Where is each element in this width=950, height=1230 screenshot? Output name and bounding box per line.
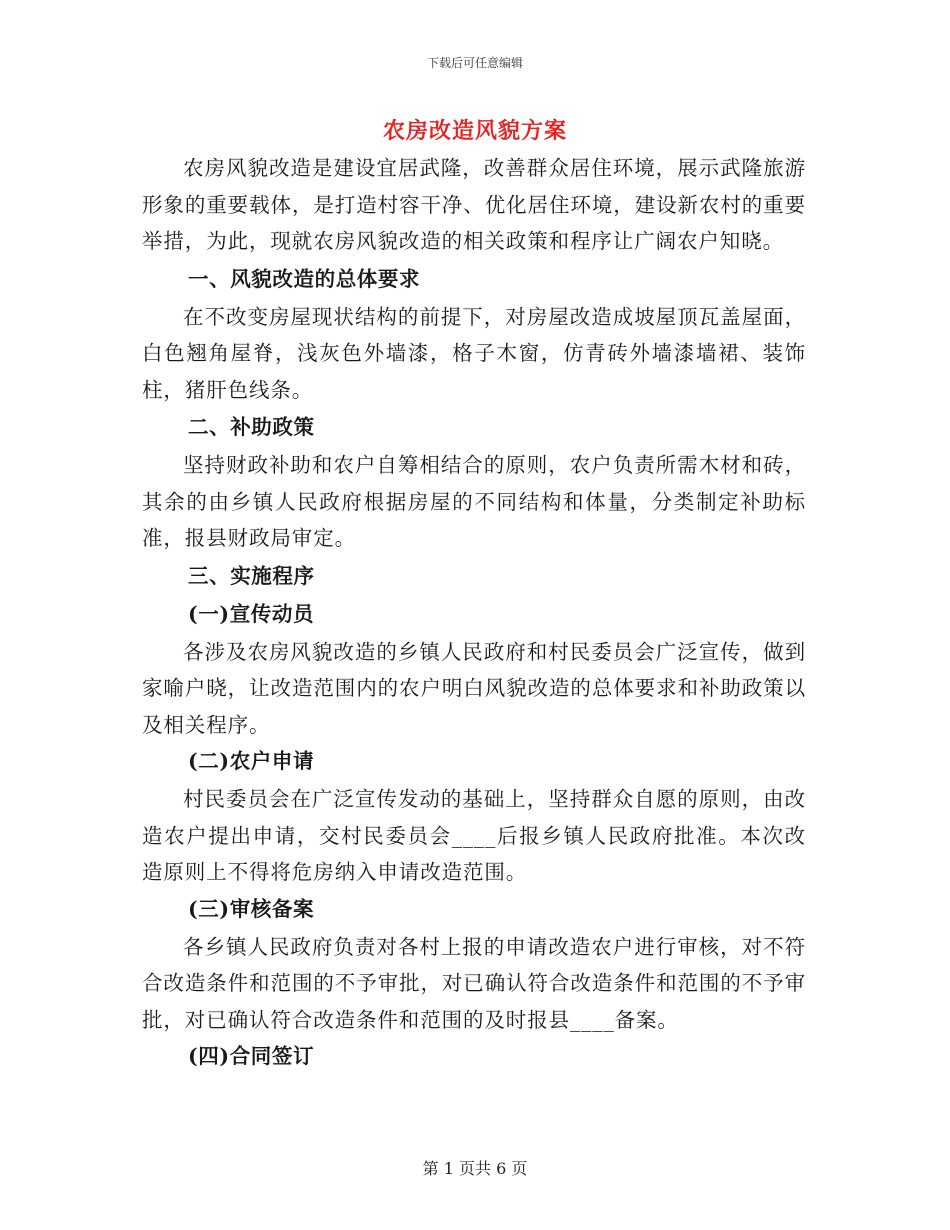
section-heading-procedure: 三、实施程序 — [188, 563, 315, 588]
subheading-application: (二)农户申请 — [188, 749, 315, 773]
header-note: 下载后可任意编辑 — [426, 56, 523, 70]
application-paragraph: 村民委员会在广泛宣传发动的基础上，坚持群众自愿的原则，由改造农户提出申请，交村民委员会____后报乡镇人民政府批准。本次改造原则上不得将危房纳入申请改造范围。 — [142, 787, 806, 884]
document-title: 农房改造风貌方案 — [382, 118, 567, 144]
page-footer: 第 1 页共 6 页 — [422, 1159, 528, 1178]
section-heading-requirements: 一、风貌改造的总体要求 — [188, 266, 421, 291]
document-body — [142, 150, 806, 1076]
section-heading-subsidy: 二、补助政策 — [188, 415, 315, 439]
subheading-publicity: (一)宣传动员 — [188, 601, 315, 626]
subheading-review: (三)审核备案 — [188, 896, 315, 921]
publicity-paragraph: 各涉及农房风貌改造的乡镇人民政府和村民委员会广泛宣传，做到家喻户晓，让改造范围内的农户明白风貌改造的总体要求和补助政策以及相关程序。 — [142, 639, 806, 737]
subsidy-paragraph: 坚持财政补助和农户自筹相结合的原则，农户负责所需木材和砖，其余的由乡镇人民政府根据房屋的不同结构和体量，分类制定补助标准，报县财政局审定。 — [142, 453, 806, 550]
review-paragraph: 各乡镇人民政府负责对各村上报的申请改造农户进行审核，对不符合改造条件和范围的不予审批，对已确认符合改造条件和范围的不予审批，对已确认符合改造条件和范围的及时报县____备案。 — [142, 934, 806, 1032]
subheading-contract: (四)合同签订 — [188, 1044, 315, 1068]
requirements-paragraph: 在不改变房屋现状结构的前提下，对房屋改造成坡屋顶瓦盖屋面，白色翘角屋脊，浅灰色外墙漆，格子木窗，仿青砖外墙漆墙裙、装饰柱，猪肝色线条。 — [142, 304, 806, 402]
intro-paragraph: 农房风貌改造是建设宜居武隆，改善群众居住环境，展示武隆旅游形象的重要载体，是打造村容干净、优化居住环境，建设新农村的重要举措，为此，现就农房风貌改造的相关政策和程序让广阔农户知晓。 — [142, 156, 806, 253]
